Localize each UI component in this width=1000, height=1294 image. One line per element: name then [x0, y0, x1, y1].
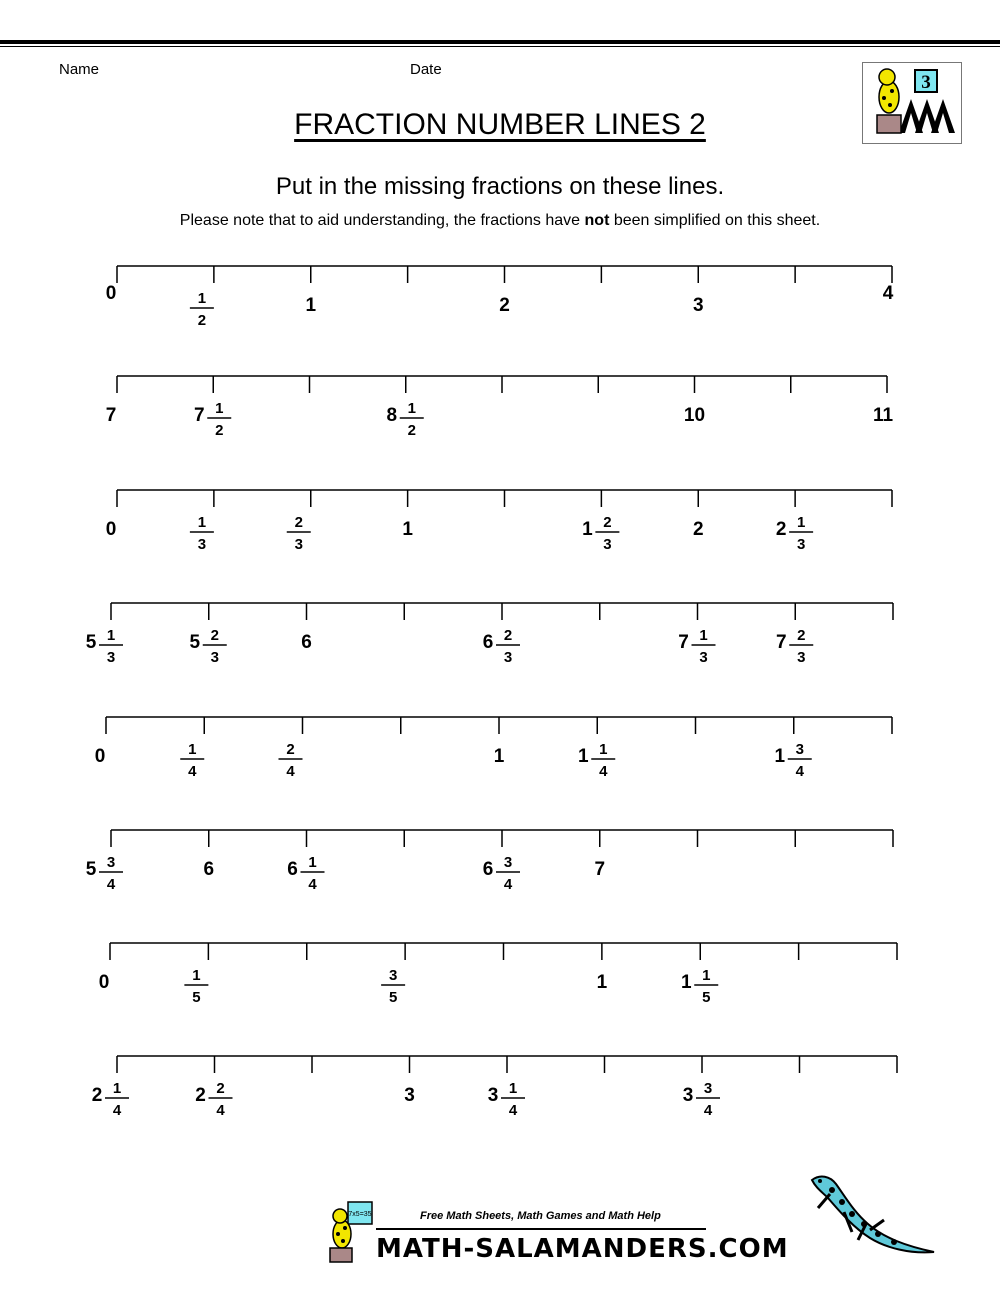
fraction-numerator: 2	[210, 627, 219, 644]
label-whole: 5	[85, 859, 97, 880]
fraction-numerator: 2	[286, 741, 295, 758]
fraction-denominator: 2	[407, 422, 416, 439]
label-whole: 7	[678, 632, 689, 653]
label-whole: 2	[692, 519, 704, 540]
fraction-denominator: 3	[603, 536, 612, 553]
label-whole: 6	[482, 632, 494, 653]
salamander-image	[806, 1172, 938, 1262]
label-whole: 6	[203, 859, 215, 880]
label-whole: 0	[105, 283, 117, 304]
fraction-denominator: 3	[197, 536, 207, 553]
footer-rule	[376, 1228, 706, 1230]
fraction-numerator: 1	[702, 967, 711, 984]
fraction-numerator: 1	[112, 1080, 122, 1097]
label-whole: 1	[577, 746, 589, 767]
fraction-numerator: 1	[796, 514, 806, 531]
label-whole: 1	[305, 295, 317, 316]
fraction-numerator: 1	[197, 514, 207, 531]
label-whole: 7	[193, 405, 205, 426]
fraction-denominator: 3	[294, 536, 303, 553]
label-whole: 3	[682, 1085, 694, 1106]
footer-tagline: Free Math Sheets, Math Games and Math Help	[420, 1210, 661, 1222]
label-whole: 8	[386, 405, 398, 426]
instructions: Put in the missing fractions on these lines.	[275, 173, 725, 200]
fraction-denominator: 2	[215, 422, 224, 439]
fraction-denominator: 4	[308, 876, 317, 893]
label-whole: 2	[91, 1085, 103, 1106]
label-whole: 6	[287, 859, 298, 880]
label-whole: 1	[680, 972, 692, 993]
fraction-numerator: 1	[106, 627, 116, 644]
grade-number: 3	[921, 72, 931, 93]
number-line-3	[106, 490, 892, 553]
label-whole: 1	[493, 746, 505, 767]
fraction-numerator: 3	[106, 854, 116, 871]
fraction-numerator: 1	[599, 741, 608, 758]
number-line-6	[86, 830, 893, 893]
note: Please note that to aid understanding, the fractions have not been simplified on this sheet.	[179, 212, 821, 229]
label-whole: 11	[872, 405, 894, 426]
label-whole: 4	[882, 283, 894, 304]
fraction-numerator: 1	[508, 1080, 518, 1097]
date-label: Date	[410, 61, 442, 78]
fraction-denominator: 3	[210, 649, 219, 666]
fraction-numerator: 2	[797, 627, 806, 644]
fraction-numerator: 2	[216, 1080, 225, 1097]
label-whole: 7	[775, 632, 787, 653]
fraction-numerator: 3	[795, 741, 804, 758]
page-title: FRACTION NUMBER LINES 2	[294, 108, 706, 141]
number-line-1	[106, 266, 894, 329]
label-whole: 6	[301, 632, 312, 653]
fraction-numerator: 1	[308, 854, 317, 871]
fraction-denominator: 3	[699, 649, 708, 666]
number-line-5	[95, 717, 892, 780]
label-whole: 1	[402, 519, 413, 540]
label-whole: 3	[404, 1085, 415, 1106]
fraction-denominator: 2	[197, 312, 207, 329]
label-whole: 1	[596, 972, 608, 993]
fraction-denominator: 3	[796, 536, 806, 553]
number-line-4	[86, 603, 893, 666]
fraction-denominator: 3	[503, 649, 513, 666]
fraction-numerator: 1	[407, 400, 416, 417]
footer-badge-text: 7x5=35	[348, 1211, 372, 1218]
fraction-denominator: 4	[112, 1102, 122, 1119]
label-whole: 5	[189, 632, 201, 653]
fraction-denominator: 4	[703, 1102, 713, 1119]
fraction-denominator: 4	[599, 763, 608, 780]
fraction-numerator: 1	[215, 400, 224, 417]
label-whole: 2	[775, 519, 787, 540]
label-whole: 0	[105, 519, 117, 540]
fraction-numerator: 3	[703, 1080, 713, 1097]
label-whole: 7	[594, 859, 606, 880]
name-label: Name	[59, 61, 100, 78]
fraction-denominator: 5	[388, 989, 398, 1006]
footer-brand: MATH-SALAMANDERS.COM	[376, 1234, 789, 1264]
fraction-numerator: 2	[503, 627, 513, 644]
label-whole: 3	[487, 1085, 499, 1106]
fraction-numerator: 1	[188, 741, 197, 758]
label-whole: 0	[94, 746, 106, 767]
fraction-denominator: 4	[188, 763, 197, 780]
fraction-denominator: 4	[216, 1102, 225, 1119]
label-whole: 6	[482, 859, 494, 880]
fraction-denominator: 4	[106, 876, 116, 893]
fraction-numerator: 2	[294, 514, 303, 531]
fraction-numerator: 3	[503, 854, 513, 871]
label-whole: 2	[195, 1085, 206, 1106]
footer-logo	[326, 1200, 376, 1264]
fraction-denominator: 4	[795, 763, 804, 780]
fraction-numerator: 1	[192, 967, 201, 984]
fraction-denominator: 5	[192, 989, 201, 1006]
fraction-denominator: 5	[702, 989, 711, 1006]
label-whole: 2	[499, 295, 510, 316]
label-whole: 1	[774, 746, 786, 767]
label-whole: 5	[85, 632, 97, 653]
fraction-numerator: 1	[197, 290, 207, 307]
fraction-denominator: 4	[503, 876, 513, 893]
number-line-2	[106, 376, 894, 439]
fraction-numerator: 2	[603, 514, 612, 531]
fraction-denominator: 3	[106, 649, 116, 666]
fraction-denominator: 4	[286, 763, 295, 780]
fraction-denominator: 4	[508, 1102, 518, 1119]
fraction-denominator: 3	[797, 649, 806, 666]
number-line-7	[99, 943, 897, 1006]
number-line-8	[92, 1056, 897, 1119]
label-whole: 0	[98, 972, 110, 993]
label-whole: 3	[692, 295, 704, 316]
fraction-numerator: 3	[388, 967, 398, 984]
label-whole: 1	[582, 519, 593, 540]
fraction-numerator: 1	[699, 627, 708, 644]
label-whole: 7	[105, 405, 117, 426]
label-whole: 10	[683, 405, 706, 426]
